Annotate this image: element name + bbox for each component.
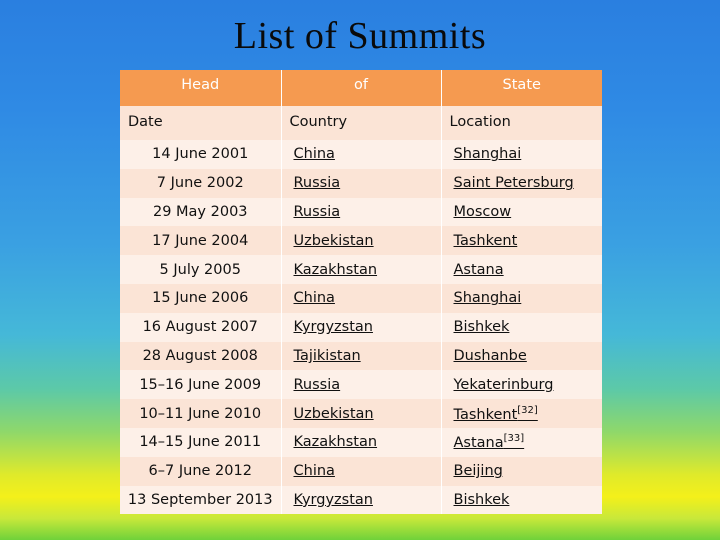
- location-link[interactable]: [441, 198, 602, 227]
- date-cell-text: 29 May 2003: [152, 203, 248, 220]
- country-link[interactable]: [281, 255, 441, 284]
- location-link[interactable]: [441, 486, 602, 515]
- date-cell: [120, 140, 281, 169]
- date-cell: [120, 399, 281, 428]
- date-cell-text: 15–16 June 2009: [139, 376, 262, 393]
- date-cell-text: 16 August 2007: [142, 319, 258, 336]
- location-link-text[interactable]: Bishkek: [453, 319, 510, 336]
- date-cell-text: 14 June 2001: [152, 146, 249, 163]
- date-cell: [120, 428, 281, 457]
- location-link[interactable]: [441, 370, 602, 399]
- location-link[interactable]: [441, 428, 602, 457]
- country-link-text[interactable]: China: [293, 463, 335, 480]
- country-link[interactable]: [281, 313, 441, 342]
- table-row: [120, 457, 602, 486]
- date-cell: [120, 313, 281, 342]
- date-cell-text: 17 June 2004: [152, 232, 249, 249]
- country-link[interactable]: [281, 370, 441, 399]
- location-link[interactable]: [441, 255, 602, 284]
- country-link[interactable]: [281, 284, 441, 313]
- column-label-date: Date: [120, 106, 281, 140]
- location-link-text[interactable]: Bishkek: [453, 491, 510, 508]
- date-cell-text: 6–7 June 2012: [148, 463, 252, 480]
- date-cell: [120, 169, 281, 198]
- date-cell-text: 14–15 June 2011: [139, 434, 262, 451]
- header-cell: Head: [120, 70, 281, 106]
- location-link[interactable]: [441, 284, 602, 313]
- date-cell: [120, 457, 281, 486]
- table-row: [120, 284, 602, 313]
- country-link[interactable]: [281, 169, 441, 198]
- location-link[interactable]: [441, 169, 602, 198]
- table-row: [120, 486, 602, 515]
- reference-link[interactable]: [33]: [503, 433, 525, 445]
- location-link-text[interactable]: Tashkent: [453, 406, 518, 423]
- country-link[interactable]: [281, 486, 441, 515]
- country-link[interactable]: [281, 226, 441, 255]
- location-link[interactable]: [441, 342, 602, 371]
- country-link[interactable]: [281, 428, 441, 457]
- date-cell-text: 5 July 2005: [159, 261, 241, 278]
- location-link[interactable]: [441, 226, 602, 255]
- table-header: [120, 70, 602, 106]
- date-cell-text: 7 June 2002: [156, 175, 244, 192]
- table-row: [120, 342, 602, 371]
- country-link-text[interactable]: Russia: [293, 376, 341, 393]
- country-link-text[interactable]: Tajikistan: [293, 347, 361, 364]
- date-cell: [120, 198, 281, 227]
- header-cell: of: [281, 70, 441, 106]
- date-cell-text: 10–11 June 2010: [139, 405, 262, 422]
- table-row: [120, 428, 602, 457]
- column-labels-row: [120, 106, 602, 140]
- country-link-text[interactable]: Kazakhstan: [293, 261, 378, 278]
- country-link-text[interactable]: Russia: [293, 175, 341, 192]
- country-link[interactable]: [281, 399, 441, 428]
- summits-table: [120, 70, 602, 514]
- country-link[interactable]: [281, 198, 441, 227]
- date-cell: [120, 486, 281, 515]
- country-link-text[interactable]: Uzbekistan: [293, 405, 374, 422]
- country-link-text[interactable]: China: [293, 290, 335, 307]
- location-link-text[interactable]: Dushanbe: [453, 347, 527, 364]
- country-link-text[interactable]: Kyrgyzstan: [293, 319, 373, 336]
- date-cell: [120, 342, 281, 371]
- location-link-text[interactable]: Shanghai: [453, 146, 522, 163]
- location-link-text[interactable]: Tashkent: [453, 232, 518, 249]
- date-cell-text: 15 June 2006: [152, 290, 249, 307]
- table-row: [120, 198, 602, 227]
- location-link-text[interactable]: Astana: [453, 261, 504, 278]
- table-row: [120, 226, 602, 255]
- location-link-text[interactable]: Yekaterinburg: [453, 376, 554, 393]
- date-cell: [120, 226, 281, 255]
- date-cell: [120, 284, 281, 313]
- country-link[interactable]: [281, 342, 441, 371]
- page-title: List of Summits: [233, 15, 487, 57]
- date-cell: [120, 255, 281, 284]
- country-link-text[interactable]: Kazakhstan: [293, 434, 378, 451]
- table-row: [120, 169, 602, 198]
- location-link[interactable]: [441, 457, 602, 486]
- country-link[interactable]: [281, 457, 441, 486]
- location-link[interactable]: [441, 399, 602, 428]
- date-cell-text: 13 September 2013: [127, 491, 273, 508]
- location-link-text[interactable]: Shanghai: [453, 290, 522, 307]
- location-link[interactable]: [441, 140, 602, 169]
- location-link[interactable]: [441, 313, 602, 342]
- table-body: [120, 106, 602, 514]
- table-row: [120, 140, 602, 169]
- country-link[interactable]: [281, 140, 441, 169]
- location-link-text[interactable]: Beijing: [453, 463, 503, 480]
- table-row: [120, 255, 602, 284]
- table-row: [120, 399, 602, 428]
- date-cell-text: 28 August 2008: [142, 347, 258, 364]
- reference-link[interactable]: [32]: [517, 404, 538, 416]
- location-link-text[interactable]: Saint Petersburg: [453, 175, 574, 192]
- column-label-location: Location: [441, 106, 602, 140]
- location-link-text[interactable]: Moscow: [453, 203, 512, 220]
- table-row: [120, 370, 602, 399]
- date-cell: [120, 370, 281, 399]
- country-link-text[interactable]: Russia: [293, 203, 341, 220]
- country-link-text[interactable]: Uzbekistan: [293, 232, 374, 249]
- country-link-text[interactable]: China: [293, 146, 335, 163]
- table-row: [120, 313, 602, 342]
- column-label-country: Country: [281, 106, 441, 140]
- header-cell: State: [441, 70, 602, 106]
- country-link-text[interactable]: Kyrgyzstan: [293, 491, 373, 508]
- location-link-text[interactable]: Astana: [453, 435, 504, 452]
